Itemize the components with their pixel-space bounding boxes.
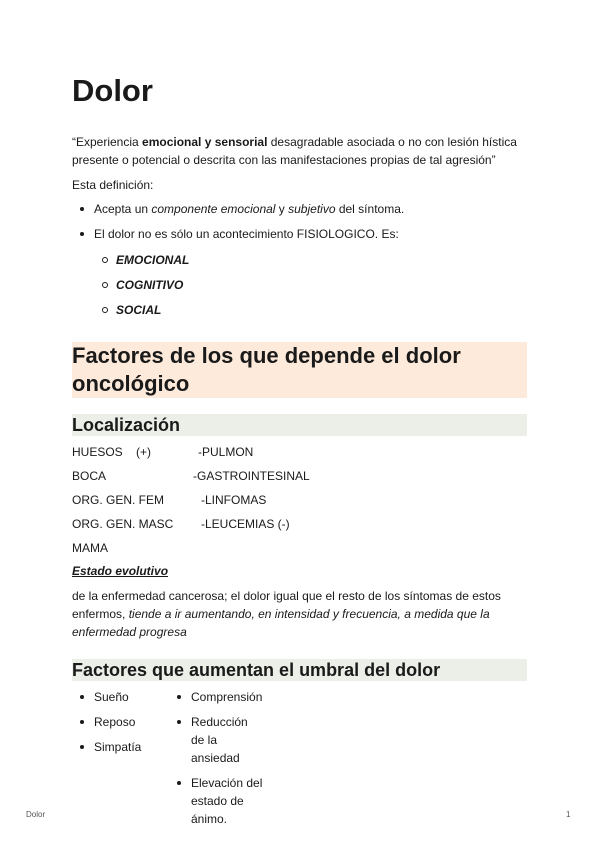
section-heading: Factores de los que depende el dolor oncológico	[72, 342, 527, 398]
row-right: -LINFOMAS	[201, 493, 267, 507]
dimension-sublist	[72, 251, 189, 319]
list-item: Reducción de la ansiedad	[169, 713, 262, 767]
definition-list	[72, 200, 404, 243]
quote-text-pre: “Experiencia	[72, 135, 143, 149]
list-item: El dolor no es sólo un acontecimiento FISIOLOGICO. Es:	[72, 225, 404, 243]
list-item: Reposo	[72, 713, 141, 731]
estado-evolutivo-title: Estado evolutivo	[72, 564, 169, 578]
row-left: BOCA	[72, 469, 107, 483]
list-item: Simpatía	[72, 738, 141, 756]
evo-text-italic: tiende a ir aumentando, en intensidad y frecuencia, a medida que la enfermedad progresa	[72, 607, 490, 639]
localization-row	[72, 541, 108, 555]
definition-quote	[72, 133, 527, 169]
row-right: -PULMON	[198, 445, 254, 459]
umbral-list-1	[72, 688, 141, 763]
list-item: Elevación del estado de ánimo.	[169, 774, 262, 828]
bullet-italic: componente emocional	[151, 202, 276, 216]
quote-text-post: desagradable asociada o no con lesión hística presente o potencial o descrita con las manifestaciones propias de tal agresión”	[72, 135, 517, 167]
row-left: ORG. GEN. FEM	[72, 493, 165, 507]
bullet-text: del síntoma.	[335, 202, 405, 216]
evo-text-plain: de la enfermedad cancerosa; el dolor igual que el resto de los síntomas de estos enfermos,	[72, 589, 501, 621]
definition-intro: Esta definición:	[72, 178, 154, 192]
page-number: 1	[566, 810, 571, 819]
footer-title: Dolor	[26, 810, 46, 819]
localization-row	[72, 493, 267, 507]
localization-row	[72, 469, 310, 483]
bullet-text: Acepta un	[94, 202, 152, 216]
row-right: -GASTROINTESINAL	[193, 469, 310, 483]
row-left: MAMA	[72, 541, 108, 555]
list-item: SOCIAL	[72, 301, 189, 319]
subsection-heading-umbral: Factores que aumentan el umbral del dolor	[72, 659, 527, 681]
page-title: Dolor	[72, 73, 153, 108]
estado-evolutivo-text	[72, 587, 527, 641]
subsection-heading-localizacion: Localización	[72, 414, 527, 436]
umbral-list-2	[169, 688, 262, 835]
row-left: ORG. GEN. MASC	[72, 517, 174, 531]
list-item: EMOCIONAL	[72, 251, 189, 269]
list-item	[72, 200, 404, 218]
localization-row	[72, 517, 290, 531]
localization-row	[72, 445, 254, 459]
list-item: COGNITIVO	[72, 276, 189, 294]
row-right: -LEUCEMIAS (-)	[201, 517, 290, 531]
row-left: HUESOS (+)	[72, 445, 152, 459]
bullet-italic: subjetivo	[288, 202, 336, 216]
bullet-text: y	[275, 202, 289, 216]
list-item: Comprensión	[169, 688, 262, 706]
list-item: Sueño	[72, 688, 141, 706]
quote-bold: emocional y sensorial	[142, 135, 268, 149]
